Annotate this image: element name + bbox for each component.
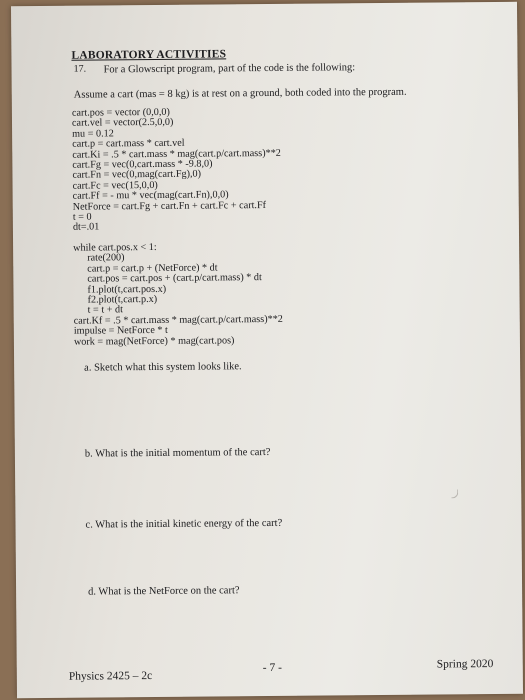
footer-term: Spring 2020 (436, 658, 494, 671)
code-line: cart.p = cart.mass * cart.vel (72, 137, 185, 150)
code-line: f2.plot(t,cart.p.x) (87, 293, 158, 306)
code-line: cart.Fn = vec(0,mag(cart.Fg),0) (72, 169, 202, 182)
footer-page-number: - 7 - (262, 661, 282, 675)
code-line: t = 0 (72, 211, 92, 223)
code-line: cart.pos = cart.pos + (cart.p/cart.mass) * dt (87, 272, 262, 285)
question-d: d. What is the NetForce on the cart? (88, 585, 240, 598)
code-setup-block (72, 107, 282, 234)
code-line: rate(200) (87, 252, 125, 264)
code-line: t = t + dt (87, 304, 123, 317)
code-line: dt=.01 (72, 221, 100, 234)
code-line: cart.Fg = vec(0,cart.mass * -9.8,0) (72, 158, 213, 171)
pencil-mark-icon (451, 489, 458, 498)
code-line: f1.plot(t,cart.pos.x) (87, 283, 167, 296)
question-number: 17. (73, 63, 87, 75)
question-intro: For a Glowscript program, part of the code is the following: (103, 62, 356, 76)
code-line: cart.Kf = .5 * cart.mass * mag(cart.p/cart.mass)**2 (73, 313, 283, 327)
section-heading: LABORATORY ACTIVITIES (71, 48, 227, 62)
code-loop-block (73, 242, 283, 348)
code-line: cart.p = cart.p + (NetForce) * dt (87, 262, 218, 275)
code-line: while cart.pos.x < 1: (73, 241, 157, 254)
code-line: cart.vel = vector(2.5,0,0) (71, 117, 174, 130)
code-line: cart.Ki = .5 * cart.mass * mag(cart.p/cart.mass)**2 (72, 147, 281, 161)
question-b: b. What is the initial momentum of the cart? (84, 446, 271, 460)
code-line: impulse = NetForce * t (73, 325, 168, 337)
code-line: cart.Fc = vec(15,0,0) (72, 179, 158, 192)
code-line: NetForce = cart.Fg + cart.Fn + cart.Fc + cart.Ff (72, 199, 267, 213)
code-line: work = mag(NetForce) * mag(cart.pos) (73, 334, 235, 348)
worksheet-page (11, 2, 523, 698)
code-line: cart.pos = vector (0,0,0) (71, 106, 170, 119)
assumption-text: Assume a cart (mas = 8 kg) is at rest on a ground, both coded into the program. (73, 86, 407, 101)
code-line: cart.Ff = - mu * vec(mag(cart.Fn),0,0) (72, 189, 229, 202)
question-c: c. What is the initial kinetic energy of the cart? (85, 517, 283, 531)
footer-course: Physics 2425 – 2c (68, 670, 153, 683)
code-line: mu = 0.12 (72, 128, 114, 140)
question-a: a. Sketch what this system looks like. (84, 361, 242, 374)
